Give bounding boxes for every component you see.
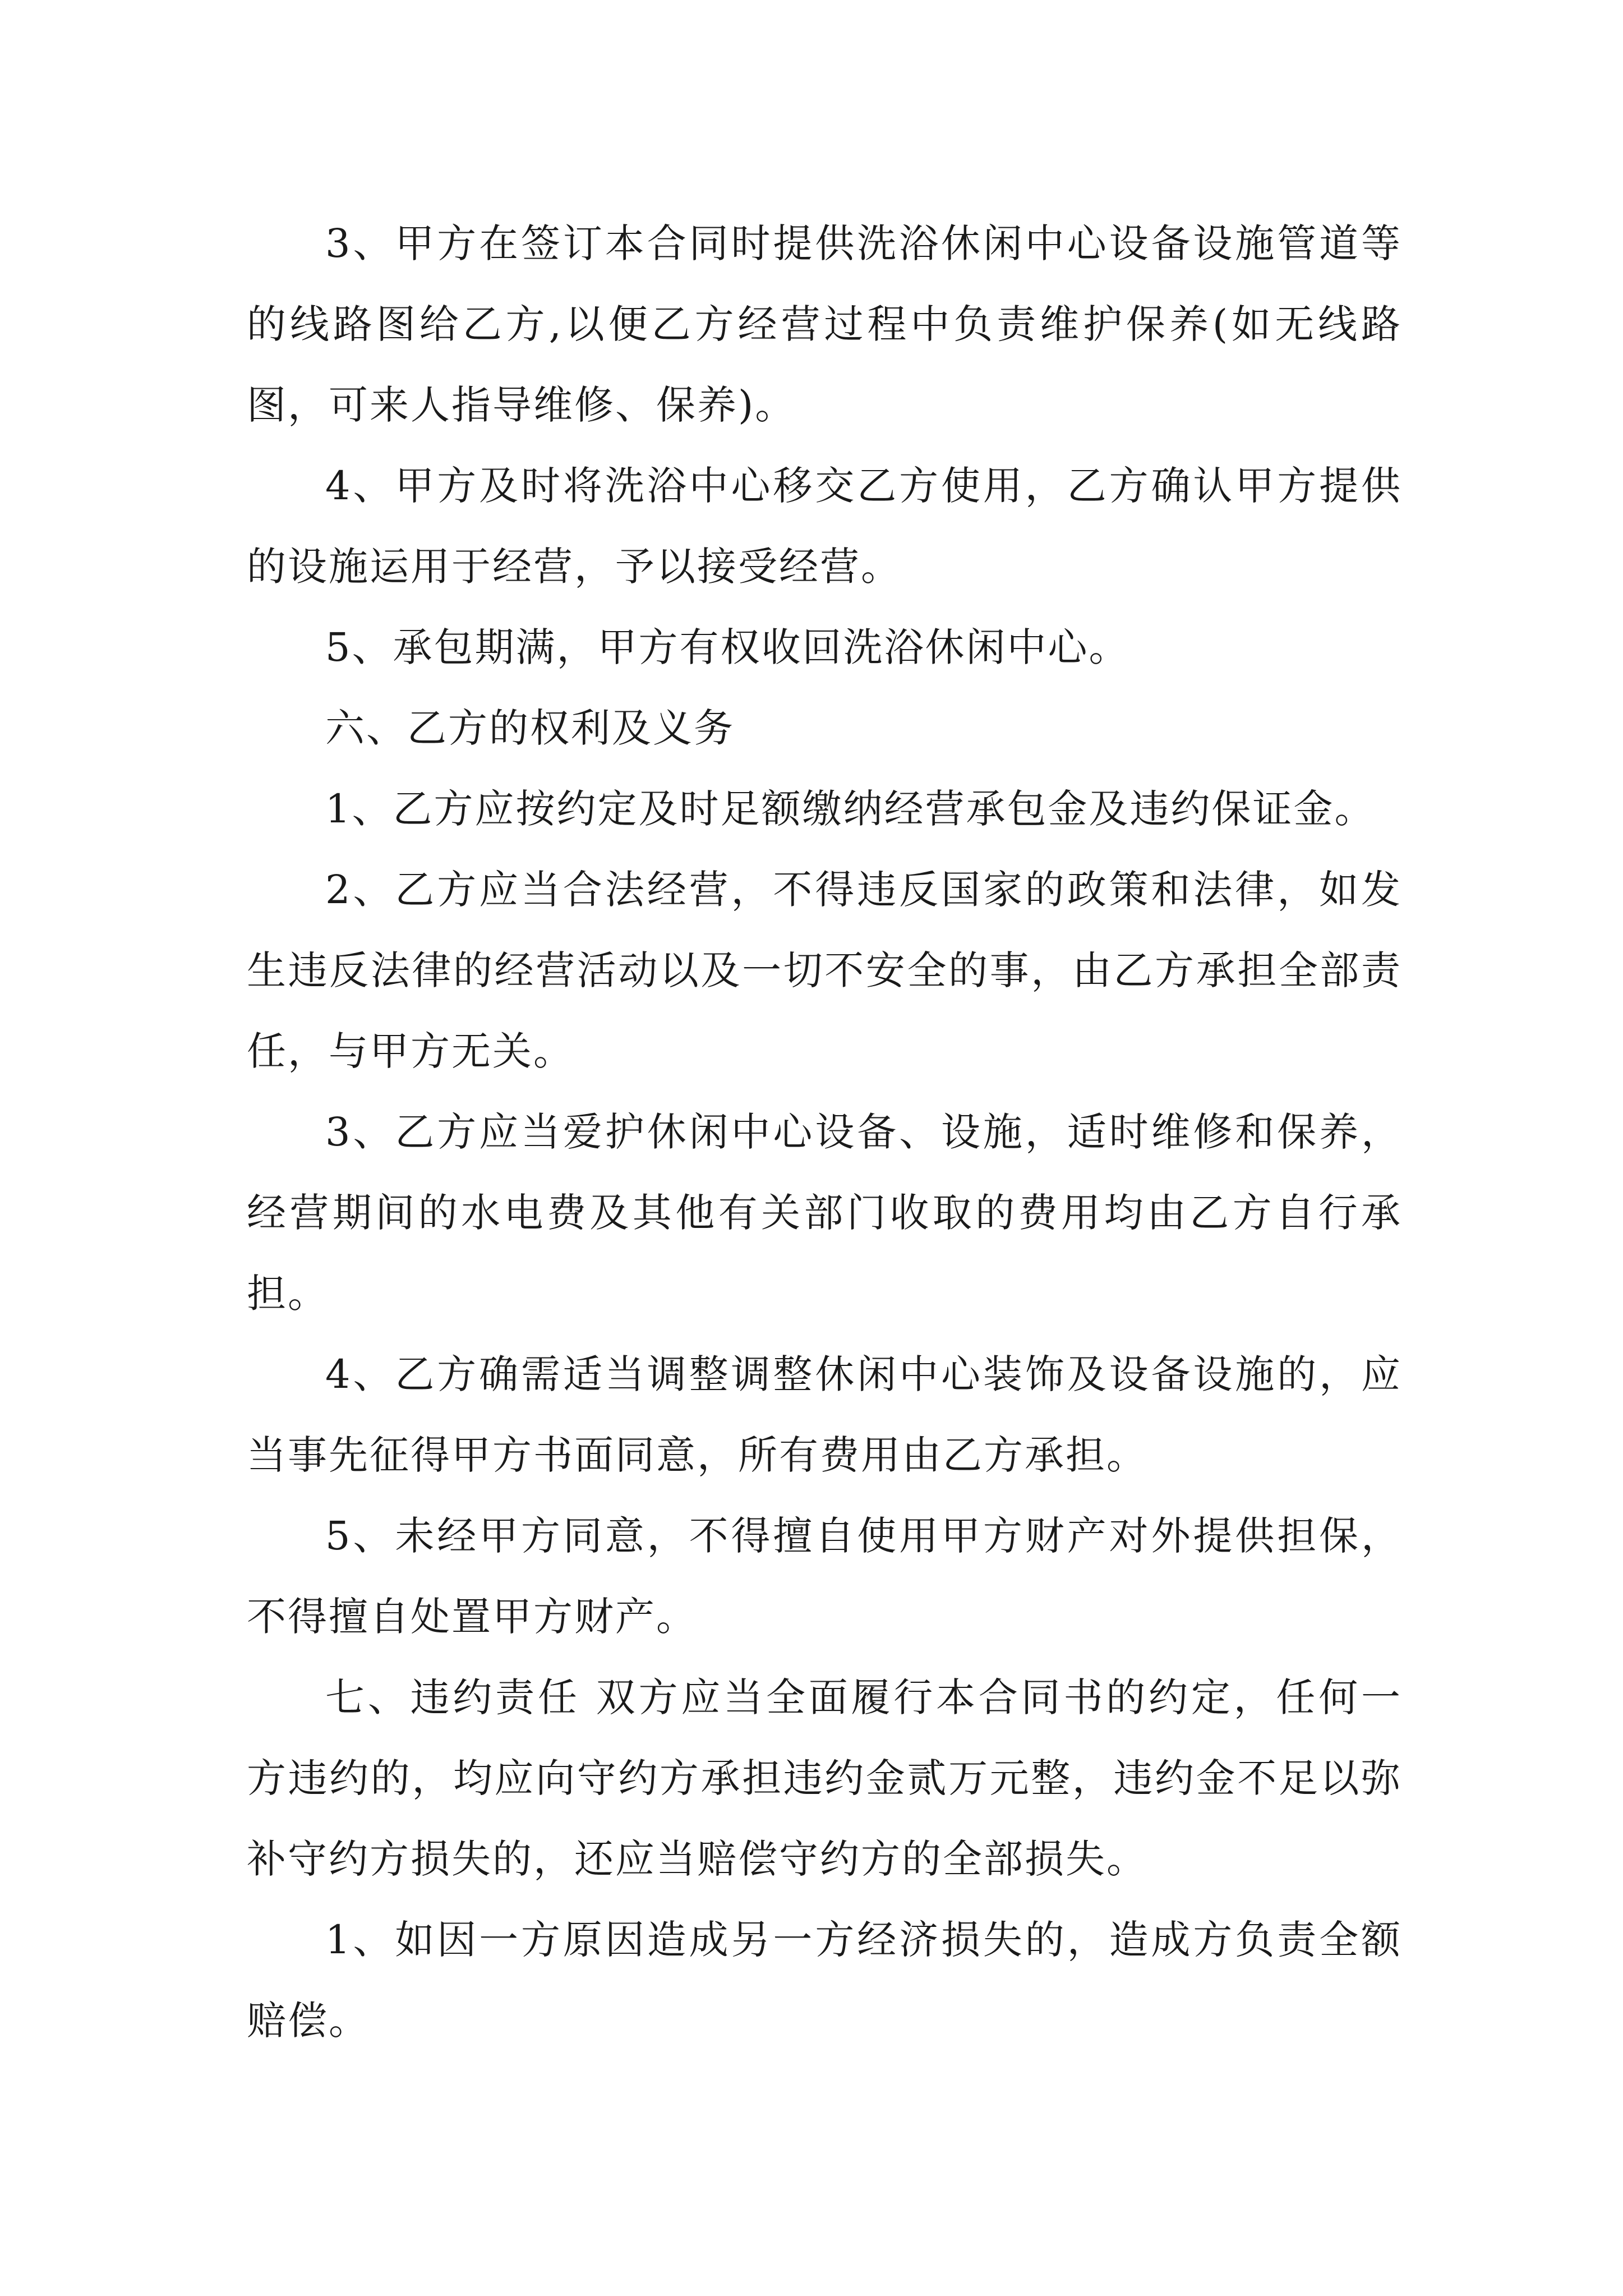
paragraph-clause-6-4: 4、乙方确需适当调整调整休闲中心装饰及设备设施的，应当事先征得甲方书面同意，所有费用由乙方承担。: [247, 1351, 1402, 1478]
paragraph-clause-6-3: 3、乙方应当爱护休闲中心设备、设施，适时维修和保养，经营期间的水电费及其他有关部门收取的费用均由乙方自行承担。: [247, 1109, 1402, 1317]
paragraph-clause-7-1: 1、如因一方原因造成另一方经济损失的，造成方负责全额赔偿。: [247, 1917, 1402, 2044]
paragraph-clause-5-3: 3、甲方在签订本合同时提供洗浴休闲中心设备设施管道等的线路图给乙方,以便乙方经营过程中负责维护保养(如无线路图，可来人指导维修、保养)。: [247, 220, 1402, 428]
section-heading-6: 六、乙方的权利及义务: [325, 705, 735, 751]
paragraph-clause-5-5: 5、承包期满，甲方有权收回洗浴休闲中心。: [325, 624, 1130, 670]
paragraph-clause-5-4: 4、甲方及时将洗浴中心移交乙方使用，乙方确认甲方提供的设施运用于经营，予以接受经营。: [247, 463, 1402, 590]
section-heading-7: 七、违约责任 双方应当全面履行本合同书的约定，任何一方违约的，均应向守约方承担违约金贰万元整，违约金不足以弥补守约方损失的，还应当赔偿守约方的全部损失。: [247, 1674, 1402, 1882]
contract-body: [247, 203, 1402, 2061]
paragraph-clause-6-5: 5、未经甲方同意，不得擅自使用甲方财产对外提供担保，不得擅自处置甲方财产。: [247, 1513, 1402, 1640]
paragraph-clause-6-1: 1、乙方应按约定及时足额缴纳经营承包金及违约保证金。: [325, 786, 1376, 832]
paragraph-clause-6-2: 2、乙方应当合法经营，不得违反国家的政策和法律，如发生违反法律的经营活动以及一切不安全的事，由乙方承担全部责任，与甲方无关。: [247, 867, 1402, 1074]
